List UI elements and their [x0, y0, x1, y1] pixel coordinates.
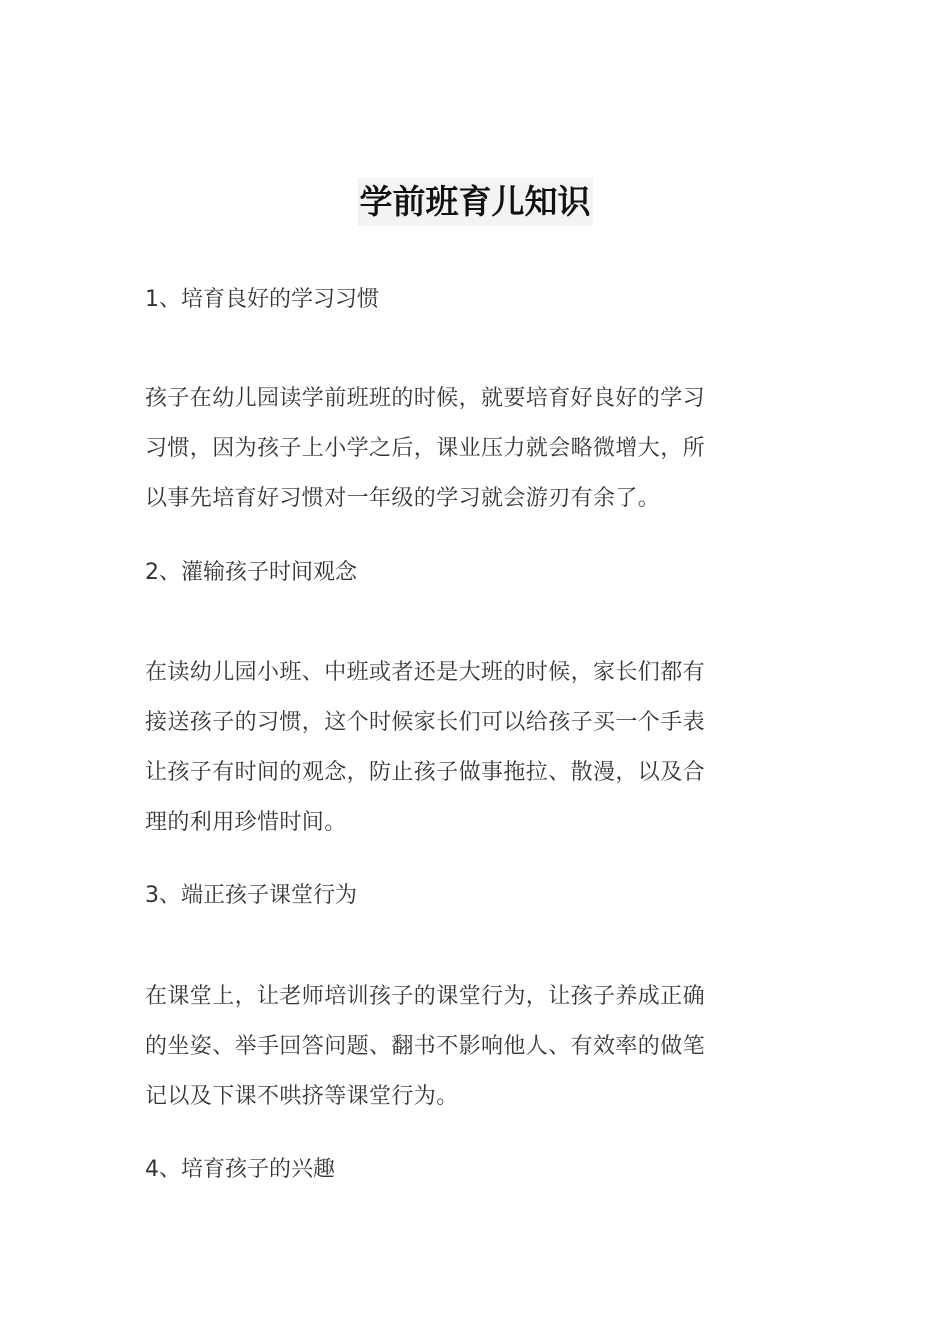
- paragraph-line: 孩子在幼儿园读学前班班的时候，就要培育好良好的学习: [145, 386, 706, 411]
- section-paragraph-2: [145, 648, 809, 848]
- section-paragraph-3: [145, 972, 809, 1122]
- paragraph-line: 在课堂上，让老师培训孩子的课堂行为，让孩子养成正确: [145, 984, 706, 1009]
- paragraph-line: 的坐姿、举手回答问题、翻书不影响他人、有效率的做笔: [145, 1034, 706, 1059]
- section-paragraph-1: [145, 374, 809, 524]
- section-heading-3: 3、端正孩子课堂行为: [145, 883, 357, 908]
- section-heading-2: 2、灌输孩子时间观念: [145, 560, 357, 585]
- paragraph-line: 让孩子有时间的观念，防止孩子做事拖拉、散漫，以及合: [145, 760, 706, 785]
- section-heading-1: 1、培育良好的学习习惯: [145, 287, 379, 312]
- paragraph-line: 习惯，因为孩子上小学之后，课业压力就会略微增大，所: [145, 436, 706, 461]
- paragraph-line: 理的利用珍惜时间。: [145, 810, 347, 835]
- paragraph-line: 以事先培育好习惯对一年级的学习就会游刃有余了。: [145, 486, 661, 511]
- section-heading-4: 4、培育孩子的兴趣: [145, 1157, 335, 1182]
- title-container: [0, 178, 950, 226]
- paragraph-line: 接送孩子的习惯，这个时候家长们可以给孩子买一个手表: [145, 710, 706, 735]
- paragraph-line: 记以及下课不哄挤等课堂行为。: [145, 1084, 459, 1109]
- document-title: 学前班育儿知识: [358, 178, 593, 226]
- paragraph-line: 在读幼儿园小班、中班或者还是大班的时候，家长们都有: [145, 660, 706, 685]
